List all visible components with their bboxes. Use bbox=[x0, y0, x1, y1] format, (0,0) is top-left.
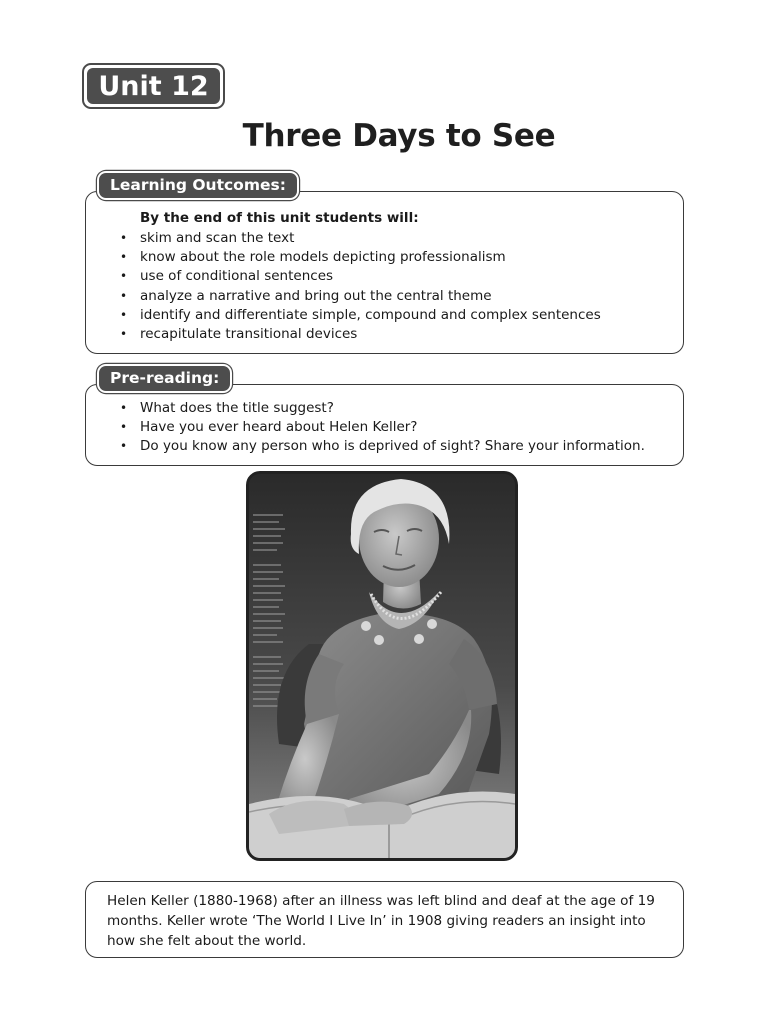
bullet-icon: • bbox=[120, 327, 128, 342]
list-item bbox=[118, 248, 683, 267]
unit-badge bbox=[82, 63, 225, 109]
bullet-icon: • bbox=[120, 250, 128, 265]
list-item bbox=[118, 287, 683, 306]
list-item bbox=[118, 325, 683, 344]
bullet-icon: • bbox=[120, 307, 128, 322]
bullet-icon: • bbox=[120, 269, 128, 284]
bullet-icon: • bbox=[120, 439, 128, 454]
list-item-text: identify and differentiate simple, compound and complex sentences bbox=[140, 306, 601, 323]
list-item-text: Have you ever heard about Helen Keller? bbox=[140, 419, 418, 436]
pre-reading-tag: Pre-reading: bbox=[99, 366, 230, 391]
list-item bbox=[118, 229, 683, 248]
list-item-text: use of conditional sentences bbox=[140, 268, 334, 285]
pre-reading-list bbox=[86, 399, 683, 457]
list-item-text: know about the role models depicting professionalism bbox=[140, 249, 506, 266]
bullet-icon: • bbox=[120, 401, 128, 415]
list-item bbox=[118, 267, 683, 286]
learning-outcomes-tag: Learning Outcomes: bbox=[99, 173, 297, 198]
page-title: Three Days to See bbox=[242, 118, 556, 154]
list-item-text: What does the title suggest? bbox=[140, 400, 334, 416]
bullet-icon: • bbox=[120, 420, 128, 435]
bullet-icon: • bbox=[120, 231, 128, 245]
list-item-text: skim and scan the text bbox=[140, 230, 295, 246]
list-item-text: recapitulate transitional devices bbox=[140, 326, 358, 343]
portrait-illustration bbox=[249, 474, 515, 858]
list-item bbox=[118, 399, 683, 418]
learning-outcomes-lead: By the end of this unit students will: bbox=[140, 210, 419, 226]
helen-keller-portrait bbox=[246, 471, 518, 861]
learning-outcomes-list bbox=[86, 229, 683, 344]
list-item bbox=[118, 437, 683, 456]
list-item bbox=[118, 306, 683, 325]
bullet-icon: • bbox=[120, 288, 128, 303]
unit-label: Unit 12 bbox=[87, 68, 220, 104]
list-item-text: Do you know any person who is deprived of sight? Share your information. bbox=[140, 438, 645, 455]
caption-box: Helen Keller (1880-1968) after an illness was left blind and deaf at the age of 19 months. Keller wrote ‘The World I Live In’ in 1908 giving readers an insight into how she felt about the world. bbox=[85, 881, 684, 958]
pre-reading-box bbox=[85, 384, 684, 466]
learning-outcomes-box bbox=[85, 191, 684, 354]
list-item-text: analyze a narrative and bring out the central theme bbox=[140, 287, 492, 304]
list-item bbox=[118, 418, 683, 437]
